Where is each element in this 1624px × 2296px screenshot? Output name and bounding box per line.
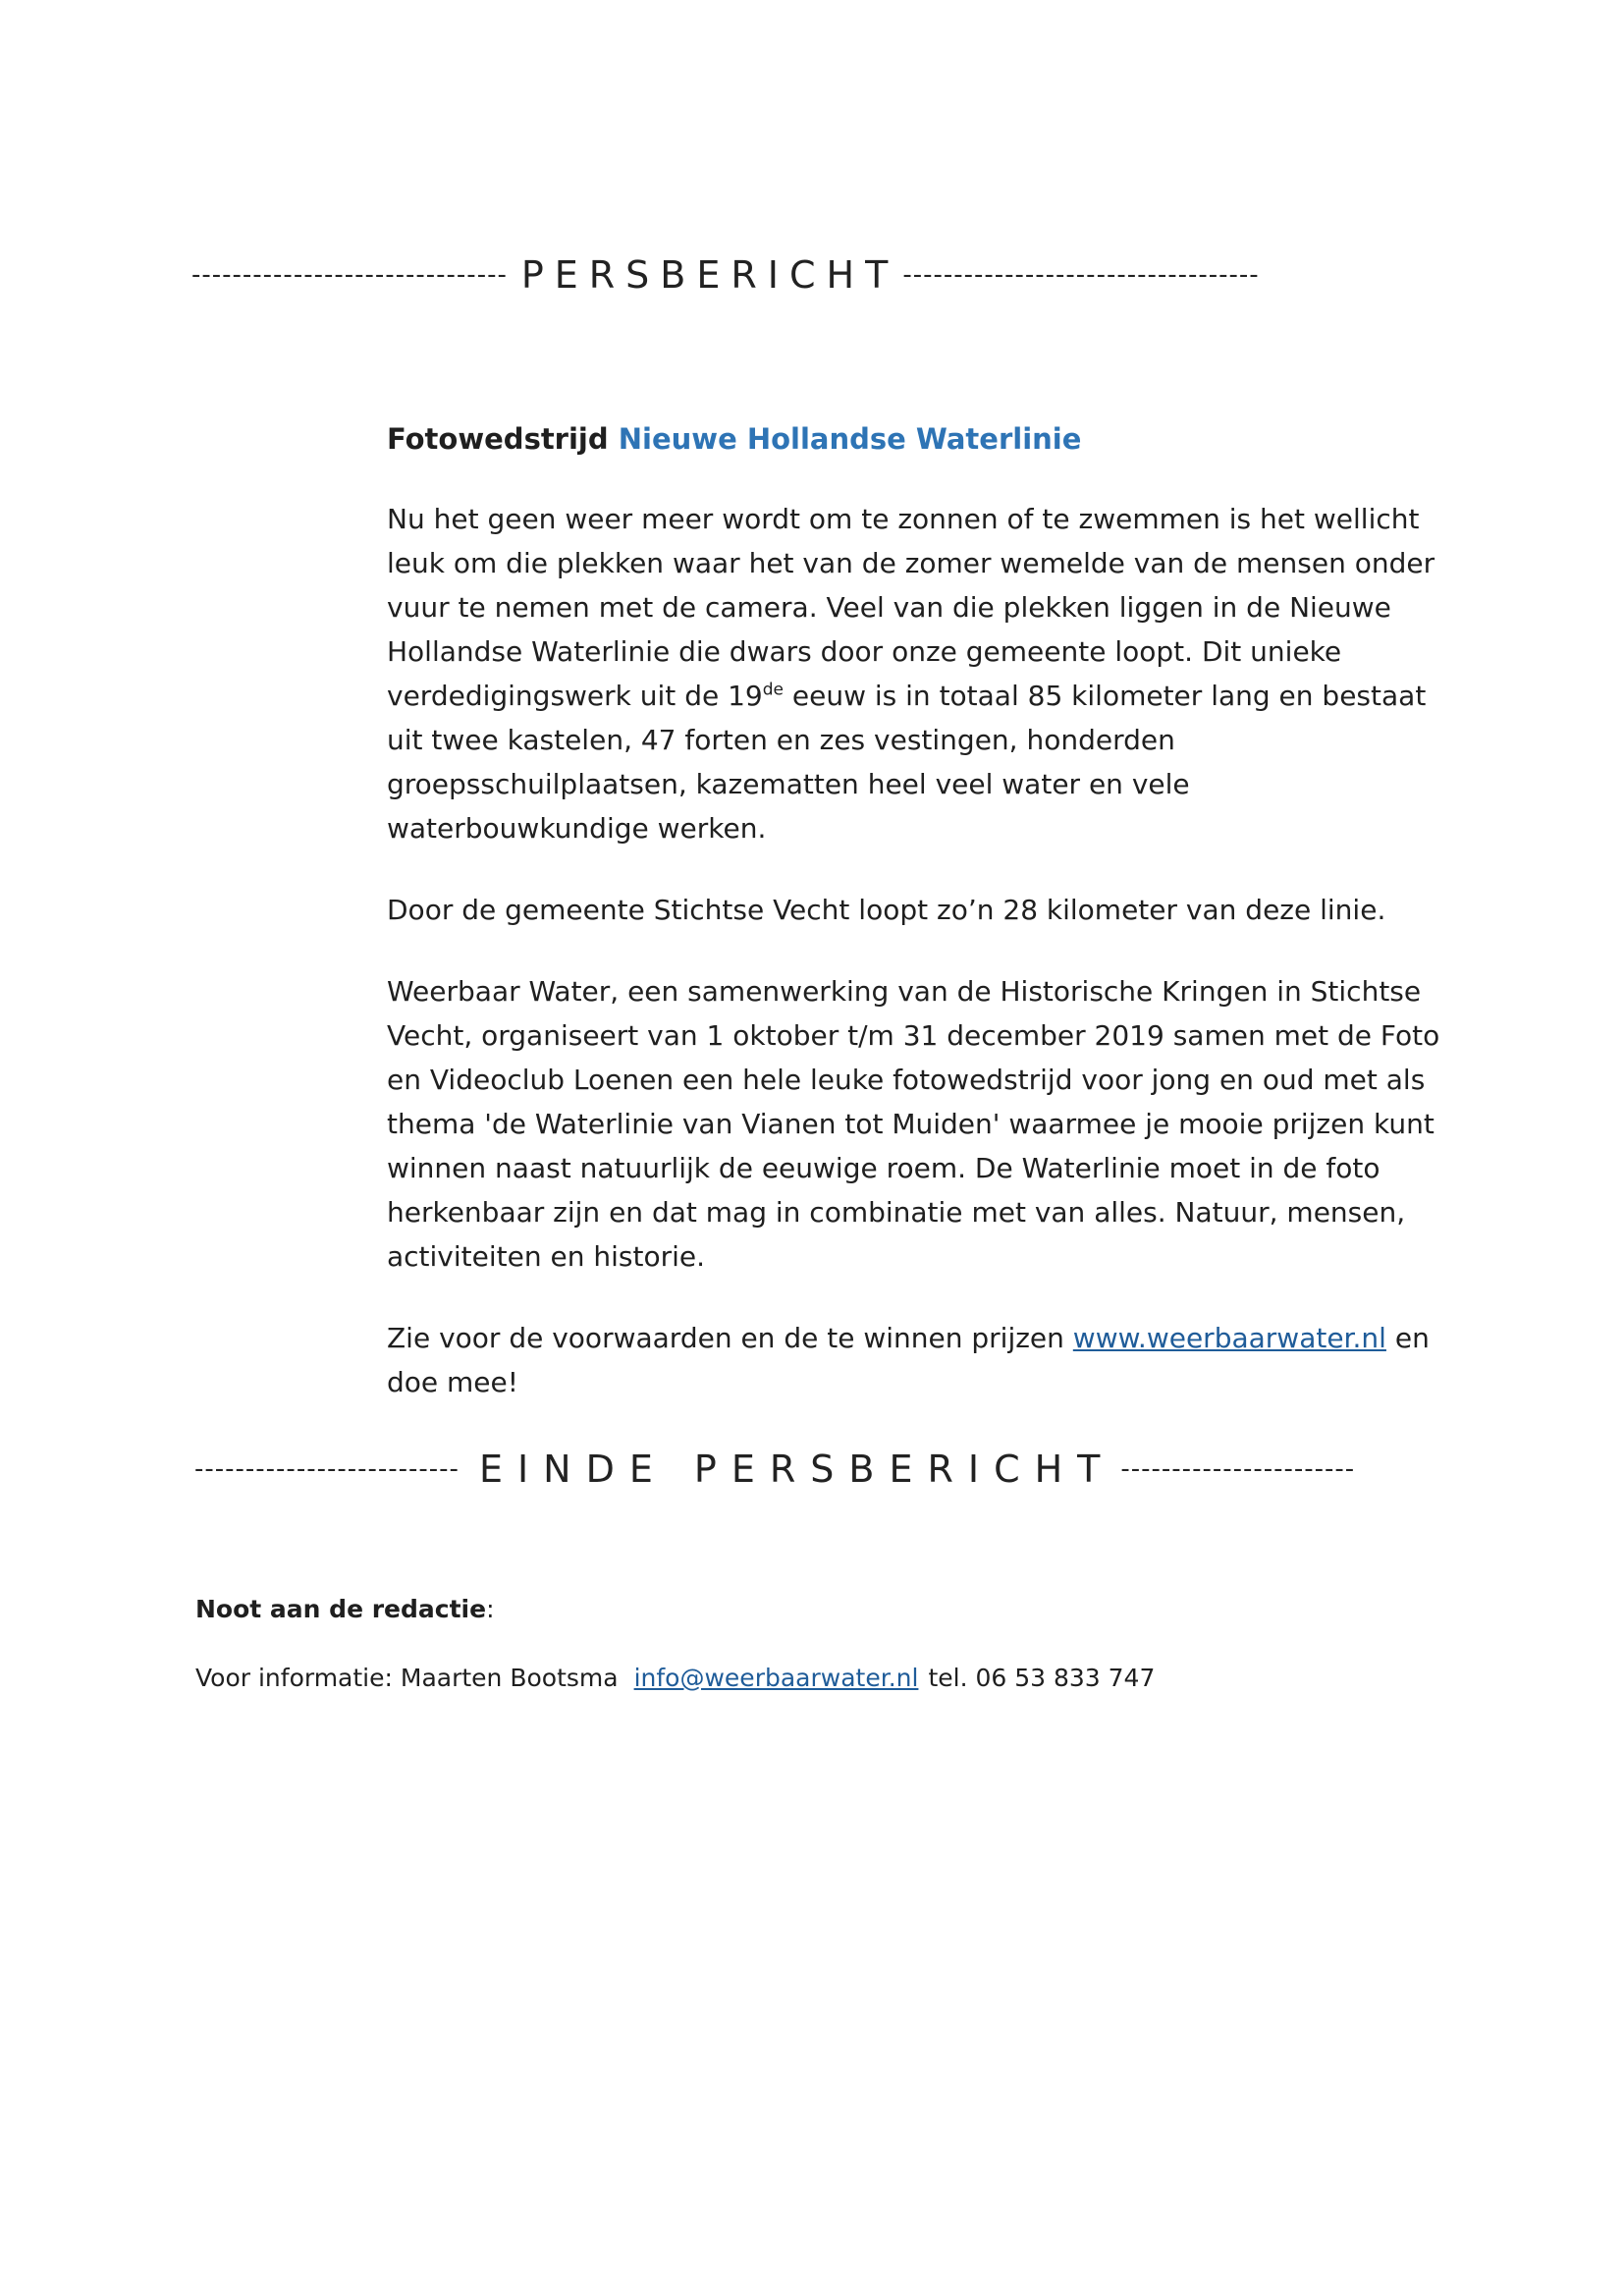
paragraph-2: Door de gemeente Stichtse Vecht loopt zo’n 28 kilometer van deze linie. bbox=[387, 894, 1386, 926]
paragraph-1-text-b: eeuw is in totaal 85 kilometer lang en bestaat uit twee kastelen, 47 forten en zes vestingen, honderden groepsschuilplaatsen, kazematten heel veel water en vele waterbouwkundige werken. bbox=[387, 680, 1427, 845]
article-title-prefix: Fotowedstrijd bbox=[387, 422, 609, 456]
website-link[interactable]: www.weerbaarwater.nl bbox=[1072, 1322, 1386, 1354]
paragraph-4 bbox=[387, 1316, 1457, 1404]
editor-note-colon: : bbox=[486, 1595, 495, 1623]
footer-dashes-left: -------------------------- bbox=[194, 1454, 460, 1484]
header-label: PERSBERICHT bbox=[520, 253, 899, 297]
article-title bbox=[387, 417, 1457, 462]
header-dashes-left: ------------------------------- bbox=[191, 260, 508, 290]
paragraph-3: Weerbaar Water, een samenwerking van de Historische Kringen in Stichtse Vecht, organiseert van 1 oktober t/m 31 december 2019 samen met de Foto en Videoclub Loenen een hele leuke fotowedstrijd voor jong en oud met als thema 'de Waterlinie van Vianen tot Muiden' waarmee je mooie prijzen kunt winnen naast natuurlijk de eeuwige roem. De Waterlinie moet in de foto herkenbaar zijn en dat mag in combinatie met van alles. Natuur, mensen, activiteiten en historie. bbox=[387, 975, 1440, 1273]
contact-info bbox=[195, 1662, 1155, 1695]
paragraph-1-text-a: Nu het geen weer meer wordt om te zonnen of te zwemmen is het wellicht leuk om die plekken waar het van de zomer wemelde van de mensen onder vuur te nemen met de camera. Veel van die plekken liggen in de Nieuwe Hollandse Waterlinie die dwars door onze gemeente loopt. Dit unieke verdedigingswerk uit de 19 bbox=[387, 503, 1435, 712]
footer-label: EINDE PERSBERICHT bbox=[478, 1448, 1115, 1491]
header-dashes-right: ----------------------------------- bbox=[902, 260, 1260, 290]
article-body bbox=[387, 417, 1457, 1442]
editor-note-heading: Noot aan de redactie bbox=[195, 1595, 487, 1623]
paragraph-1-superscript: de bbox=[762, 680, 784, 700]
contact-phone: tel. 06 53 833 747 bbox=[928, 1664, 1156, 1692]
email-link[interactable]: info@weerbaarwater.nl bbox=[633, 1664, 919, 1692]
article-title-accent: Nieuwe Hollandse Waterlinie bbox=[618, 422, 1082, 456]
editor-note-title bbox=[195, 1593, 495, 1626]
paragraph-4-text-a: Zie voor de voorwaarden en de te winnen prijzen bbox=[387, 1322, 1073, 1354]
contact-prefix: Voor informatie: Maarten Bootsma bbox=[195, 1664, 619, 1692]
press-release-header bbox=[191, 253, 1260, 297]
press-release-footer bbox=[194, 1448, 1355, 1491]
paragraph-1 bbox=[387, 497, 1457, 850]
footer-dashes-right: ----------------------- bbox=[1120, 1454, 1356, 1484]
paragraph-4-text-b: en doe mee! bbox=[387, 1322, 1430, 1398]
